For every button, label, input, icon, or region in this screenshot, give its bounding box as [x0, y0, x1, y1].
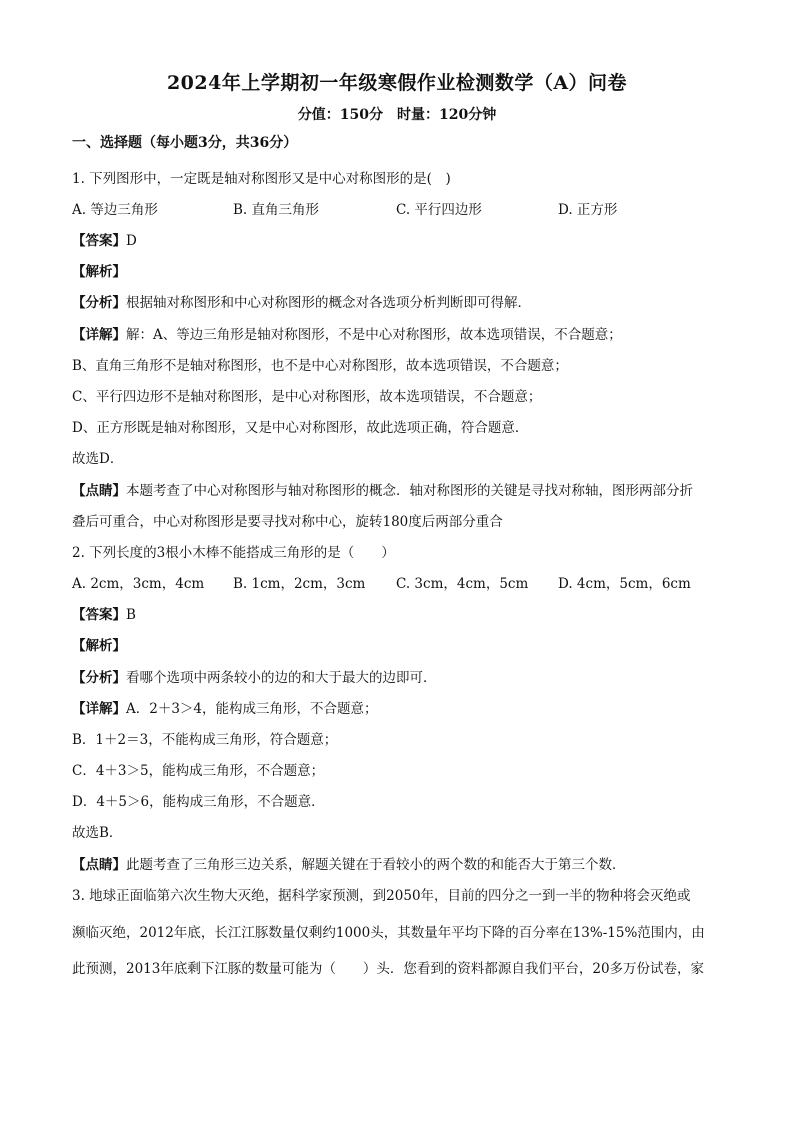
fenxi-text: 根据轴对称图形和中心对称图形的概念对各选项分析判断即可得解． — [126, 295, 531, 311]
question-2-option-a: A. 2cm，3cm，4cm — [72, 576, 205, 592]
question-2-detail-b: B．1＋2＝3，不能构成三角形，符合题意； — [72, 732, 338, 748]
question-1-text: 1. 下列图形中，一定既是轴对称图形又是中心对称图形的是( ) — [72, 171, 451, 187]
answer-value: B — [126, 607, 136, 623]
page-title: 2024年上学期初一年级寒假作业检测数学（A）问卷 — [166, 72, 628, 94]
question-1-dianjing-continued: 叠后可重合，中心对称图形是要寻找对称中心，旋转180度后两部分重合 — [72, 514, 503, 530]
question-1-fenxi — [72, 294, 722, 312]
question-1-analysis-tag — [72, 263, 722, 281]
question-2-xiangjie — [72, 700, 722, 718]
question-1-detail-d: D、正方形既是轴对称图形，又是中心对称图形，故此选项正确，符合题意． — [72, 420, 529, 436]
question-1-option-d: D. 正方形 — [558, 202, 618, 218]
question-2-detail-c: C．4＋3＞5，能构成三角形，不合题意； — [72, 763, 325, 779]
question-1-xiangjie — [72, 326, 722, 344]
dianjing-tag: 【点睛】 — [72, 857, 126, 873]
question-2-text: 2. 下列长度的3根小木棒不能搭成三角形的是（ ） — [72, 545, 395, 561]
question-2-option-c: C. 3cm，4cm，5cm — [396, 576, 529, 592]
question-1-dianjing — [72, 482, 722, 500]
xiangjie-tag: 【详解】 — [72, 701, 126, 717]
question-2-fenxi — [72, 669, 722, 687]
question-3-text-line-3: 此预测，2013年底剩下江豚的数量可能为（ ）头．您看到的资料都源自我们平台，20多万份试卷，家 — [72, 961, 705, 977]
xiangjie-text: A．2＋3＞4，能构成三角形，不合题意； — [126, 701, 378, 717]
dianjing-text: 本题考查了中心对称图形与轴对称图形的概念．轴对称图形的关键是寻找对称轴，图形两部分折 — [126, 483, 693, 499]
xiangjie-tag: 【详解】 — [72, 327, 126, 343]
question-3-text-line-2: 濒临灭绝，2012年底，长江江豚数量仅剩约1000头，其数量年平均下降的百分率在13%-15%范围内，由 — [72, 925, 705, 941]
answer-tag: 【答案】 — [72, 607, 126, 623]
dianjing-tag: 【点睛】 — [72, 483, 126, 499]
analysis-tag: 【解析】 — [72, 638, 126, 654]
question-2-detail-d: D．4＋5＞6，能构成三角形，不合题意． — [72, 794, 325, 810]
question-1-conclusion: 故选D． — [72, 451, 124, 467]
question-1-answer — [72, 232, 722, 250]
answer-tag: 【答案】 — [72, 233, 126, 249]
question-1-option-b: B. 直角三角形 — [233, 202, 320, 218]
question-1-detail-c: C、平行四边形不是轴对称图形，是中心对称图形，故本选项错误，不合题意； — [72, 389, 542, 405]
dianjing-text: 此题考查了三角形三边关系，解题关键在于看较小的两个数的和能否大于第三个数． — [126, 857, 626, 873]
page-subtitle: 分值：150分 时量：120分钟 — [297, 107, 497, 123]
question-3-text-line-1: 3. 地球正面临第六次生物大灭绝，据科学家预测，到2050年，目前的四分之一到一半的物种将会灭绝或 — [72, 888, 691, 904]
question-2-analysis-tag — [72, 637, 722, 655]
section-heading: 一、选择题（每小题3分，共36分） — [72, 135, 298, 151]
fenxi-tag: 【分析】 — [72, 295, 126, 311]
fenxi-tag: 【分析】 — [72, 670, 126, 686]
question-2-option-b: B. 1cm，2cm，3cm — [233, 576, 366, 592]
question-2-answer — [72, 606, 722, 624]
question-1-option-c: C. 平行四边形 — [396, 202, 482, 218]
question-2-option-d: D. 4cm，5cm，6cm — [558, 576, 691, 592]
question-2-conclusion: 故选B． — [72, 825, 123, 841]
question-1-option-a: A. 等边三角形 — [72, 202, 158, 218]
analysis-tag: 【解析】 — [72, 264, 126, 280]
question-2-dianjing — [72, 856, 722, 874]
question-1-detail-b: B、直角三角形不是轴对称图形，也不是中心对称图形，故本选项错误，不合题意； — [72, 358, 568, 374]
xiangjie-text: 解：A、等边三角形是轴对称图形，不是中心对称图形，故本选项错误，不合题意； — [126, 327, 622, 343]
fenxi-text: 看哪个选项中两条较小的边的和大于最大的边即可． — [126, 670, 437, 686]
answer-value: D — [126, 233, 137, 249]
